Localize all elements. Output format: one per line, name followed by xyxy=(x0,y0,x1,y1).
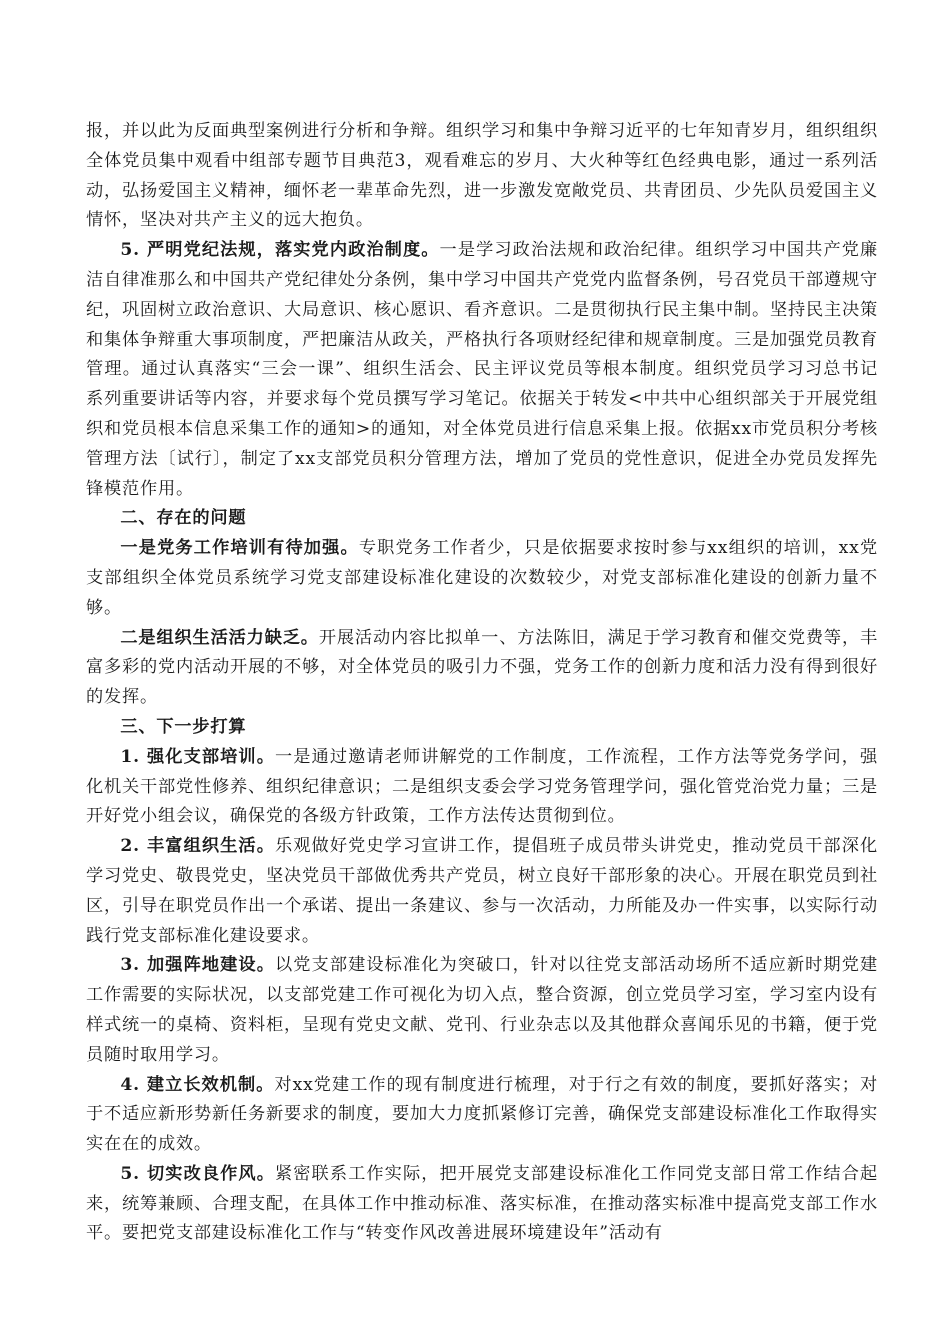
plan-2-body: 乐观做好党史学习宣讲工作，提倡班子成员带头讲党史，推动党员干部深化学习党史、敬畏党史，坚决党员干部做优秀共产党员，树立良好干部形象的决心。开展在职党员到社区，引导在职党员作出一个承诺、提出一条建议、参与一次活动，力所能及办一件实事，以实际行动践行党支部标准化建设要求。 xyxy=(86,836,878,946)
item-5-body: 一是学习政治法规和政治纪律。组织学习中国共产党廉洁自律准那么和中国共产党纪律处分条例，集中学习中国共产党党内监督条例，号召党员干部遵规守纪，巩固树立政治意识、大局意识、核心愿识、看齐意识。二是贯彻执行民主集中制。坚持民主决策和集体争辩重大事项制度，严把廉洁从政关，严格执行各项财经纪律和规章制度。三是加强党员教育管理。通过认真落实“三会一课”、组织生活会、民主评议党员等根本制度。组织党员学习习总书记系列重要讲话等内容，并要求每个党员撰写学习笔记。依据关于转发<中共中心组织部关于开展党组织和党员根本信息采集工作的通知>的通知，对全体党员进行信息采集上报。依据xx市党员积分考核管理方法〔试行〕，制定了xx支部党员积分管理方法，增加了党员的党性意识，促进全办党员发挥先锋模范作用。 xyxy=(86,240,878,499)
plan-5-body: 紧密联系工作实际，把开展党支部建设标准化工作同党支部日常工作结合起来，统筹兼顾、合理支配，在具体工作中推动标准、落实标准，在推动落实标准中提高党支部工作水平。要把党支部建设标准化工作与“转变作风改善进展环境建设年”活动有 xyxy=(86,1163,878,1244)
plan-1-body: 一是通过邀请老师讲解党的工作制度，工作流程，工作方法等党务学问，强化机关干部党性修养、组织纪律意识；二是组织支委会学习党务管理学问，强化管党治党力量；三是开好党小组会议，确保党的各级方针政策，工作方法传达贯彻到位。 xyxy=(86,746,878,827)
plan-2-lead: 2. 丰富组织生活。 xyxy=(120,836,275,857)
plan-3-lead: 3. 加强阵地建设。 xyxy=(120,955,275,976)
plan-1-paragraph xyxy=(86,743,878,832)
item-5-paragraph xyxy=(86,236,878,504)
section-2-heading: 二、存在的问题 xyxy=(120,508,247,529)
problem-1-lead: 一是党务工作培训有待加强。 xyxy=(120,538,359,559)
plan-4-paragraph xyxy=(86,1071,878,1160)
plan-4-lead: 4. 建立长效机制。 xyxy=(120,1074,275,1095)
problem-2-paragraph xyxy=(86,624,878,713)
continuation-paragraph: 报，并以此为反面典型案例进行分析和争辩。组织学习和集中争辩习近平的七年知青岁月，组织组织全体党员集中观看中组部专题节目典范3，观看难忘的岁月、大火种等红色经典电影，通过一系列活动，弘扬爱国主义精神，缅怀老一辈革命先烈，进一步激发宽敞党员、共青团员、少先队员爱国主义情怀，坚决对共产主义的远大抱负。 xyxy=(86,121,878,231)
problem-1-paragraph xyxy=(86,534,878,623)
item-5-lead: 5. 严明党纪法规，落实党内政治制度。 xyxy=(120,240,440,261)
plan-4-body: 对xx党建工作的现有制度进行梳理，对于行之有效的制度，要抓好落实；对于不适应新形势新任务新要求的制度，要加大力度抓紧修订完善，确保党支部建设标准化工作取得实实在在的成效。 xyxy=(86,1074,878,1155)
problem-2-body: 开展活动内容比拟单一、方法陈旧，满足于学习教育和催交党费等，丰富多彩的党内活动开展的不够，对全体党员的吸引力不强，党务工作的创新力度和活力没有得到很好的发挥。 xyxy=(86,627,878,708)
section-3-heading: 三、下一步打算 xyxy=(120,716,247,737)
plan-2-paragraph xyxy=(86,832,878,951)
plan-5-lead: 5. 切实改良作风。 xyxy=(120,1163,275,1184)
document-page xyxy=(86,117,878,1249)
plan-5-paragraph xyxy=(86,1160,878,1249)
problem-1-body: 专职党务工作者少，只是依据要求按时参与xx组织的培训，xx党支部组织全体党员系统学习党支部建设标准化建设的次数较少，对党支部标准化建设的创新力量不够。 xyxy=(86,538,879,618)
problem-2-lead: 二是组织生活活力缺乏。 xyxy=(120,627,319,648)
plan-3-paragraph xyxy=(86,951,878,1070)
plan-1-lead: 1. 强化支部培训。 xyxy=(120,746,275,767)
plan-3-body: 以党支部建设标准化为突破口，针对以往党支部活动场所不适应新时期党建工作需要的实际状况，以支部党建工作可视化为切入点，整合资源，创立党员学习室，学习室内设有样式统一的桌椅、资料柜，呈现有党史文献、党刊、行业杂志以及其他群众喜闻乐见的书籍，便于党员随时取用学习。 xyxy=(86,955,878,1065)
